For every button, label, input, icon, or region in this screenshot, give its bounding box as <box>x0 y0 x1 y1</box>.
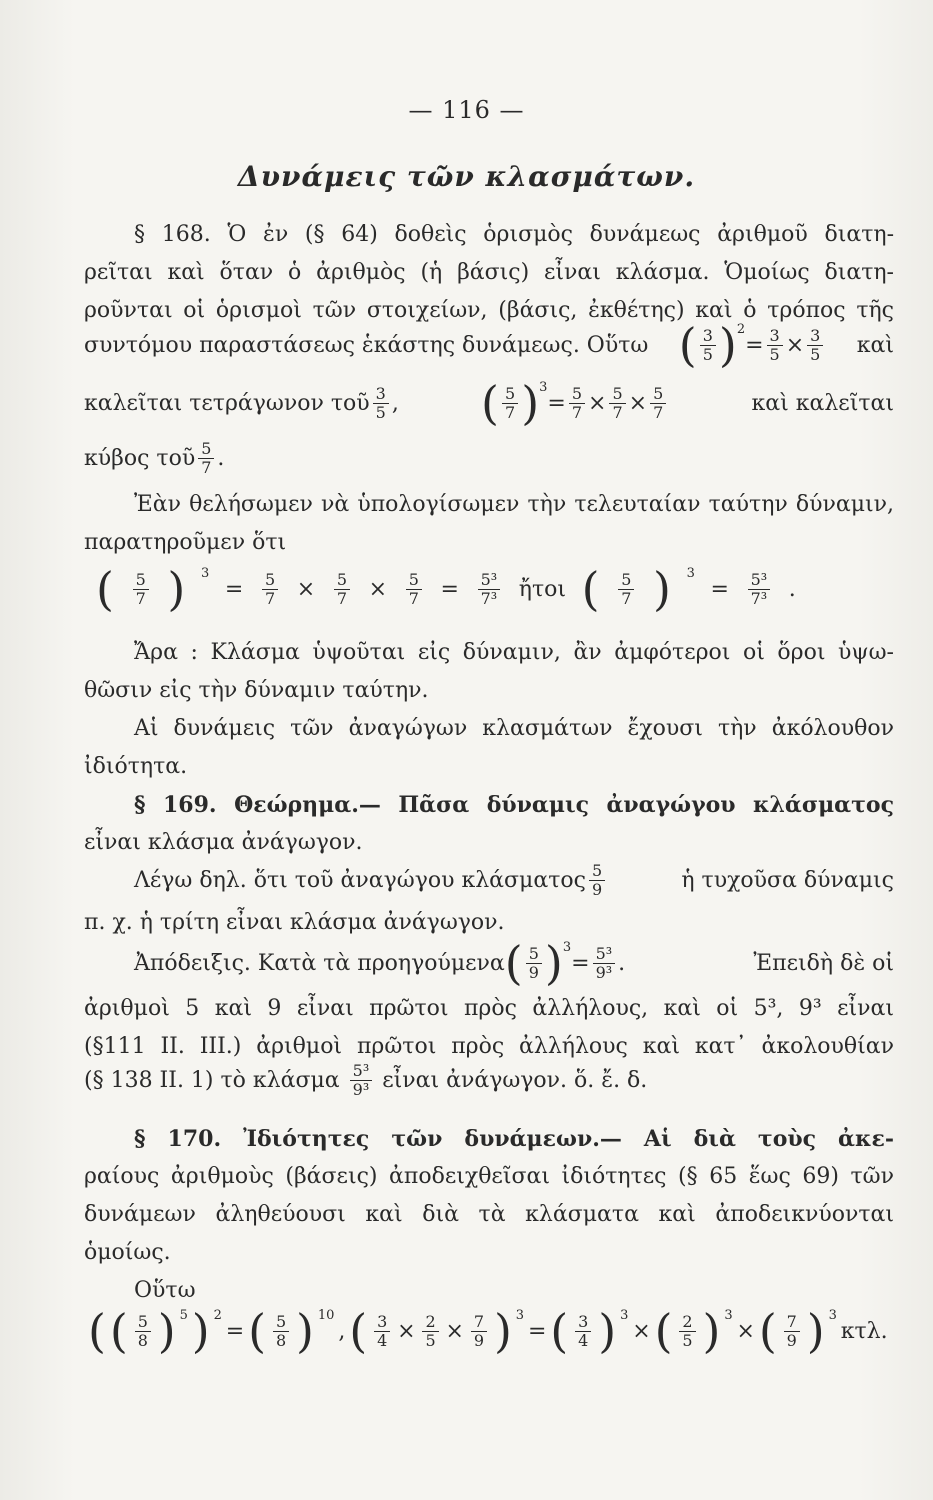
section-title: Δυνάμεις τῶν κλασμάτων. <box>237 160 696 193</box>
paragraph-line-13: ἰδιότητα. <box>84 754 188 779</box>
paragraph-line-7: Ἐὰν θελήσωμεν νὰ ὑπολογίσωμεν τὴν τελευταίαν ταύτην δύναμιν, <box>134 492 894 517</box>
rule-line-2: θῶσιν εἰς τὴν δύναμιν ταύτην. <box>84 678 429 703</box>
section-170-line-4: ὁμοίως. <box>84 1240 171 1265</box>
line-19: ἀριθμοὶ 5 καὶ 9 εἶναι πρῶτοι πρὸς ἀλλήλους, καὶ οἱ 5³, 9³ εἶναι <box>84 996 894 1021</box>
fraction: $\frac{3}{5}$ <box>373 385 389 422</box>
fraction: $\frac{5}{7}$ <box>609 385 625 422</box>
section-170-line-1: § 170. Ἰδιότητες τῶν δυνάμεων.— Αἱ διὰ τοὺς ἀκε- <box>134 1126 894 1152</box>
outo-line: Οὕτω <box>134 1278 196 1303</box>
fraction: $\frac{5}{7}$ <box>198 440 214 477</box>
fraction: $\frac{3}{5}$ <box>700 327 716 364</box>
paragraph-line-12: Αἱ δυνάμεις τῶν ἀναγώγων κλασμάτων ἔχουσι τὴν ἀκόλουθον <box>134 716 894 741</box>
paragraph-168-line-3: ροῦνται οἱ ὁρισμοὶ τῶν στοιχείων, (βάσις, ἐκθέτης) καὶ ὁ τρόπος τῆς <box>84 298 894 323</box>
fraction: $\frac{5}{7}$ <box>569 385 585 422</box>
line-5-text: καλεῖται τετράγωνον τοῦ <box>84 390 370 416</box>
line-5-end: καὶ καλεῖται <box>751 390 894 416</box>
paragraph-168-line-1: § 168. Ὁ ἐν (§ 64) δοθεὶς ὁρισμὸς δυνάμεως ἀριθμοῦ διατη- <box>134 222 894 247</box>
line-21: (§ 138 ΙΙ. 1) τὸ κλάσμα $\frac{\text{5³}}{\text{9³}}$ εἶναι ἀνάγωγον. ὅ. ἔ. δ. <box>84 1061 648 1099</box>
rule-line-1: Ἄρα : Κλάσμα ὑψοῦται εἰς δύναμιν, ἂν ἀμφότεροι οἱ ὅροι ὑψω- <box>134 640 894 665</box>
etoi-word: ἤτοι <box>518 576 567 602</box>
display-equation-2: ( ( $\frac{5}{8}$ ) 5 ) 2 = ( $\frac{5}{8}$ ) 10 , ( $\frac{3}{4}$ × $\frac{2}{5}$ × $\frac{7}{9}$ ) 3 = ( $\frac{3}{4}$ ) 3 × ( $\frac{2}{5}$ ) 3 × ( $\frac{7}{9}$ ) 3 κτλ. <box>88 1304 888 1358</box>
line-6: κύβος τοῦ $\frac{5}{7}$ . <box>84 439 225 477</box>
fraction: $\frac{5}{7}$ <box>502 385 518 422</box>
paragraph-168-line-2: ρεῖται καὶ ὅταν ὁ ἀριθμὸς (ἡ βάσις) εἶναι κλάσμα. Ὁμοίως διατη- <box>84 260 894 285</box>
line-4 <box>84 318 894 372</box>
section-170-line-3: δυνάμεων ἀληθεύουσι καὶ διὰ τὰ κλάσματα καὶ ἀποδεικνύονται <box>84 1202 894 1227</box>
page-number: — 116 — <box>408 96 525 124</box>
line-20: (§111 ΙΙ. ΙΙΙ.) ἀριθμοὶ πρῶτοι πρὸς ἀλλήλους καὶ κατ᾿ ἀκολουθίαν <box>84 1034 894 1059</box>
theorem-169-line-1: § 169. Θεώρημα.— Πᾶσα δύναμις ἀναγώγου κλάσματος <box>134 792 894 818</box>
square-equation: ( $\frac{3}{5}$ ) 2 = $\frac{3}{5}$ × $\frac{3}{5}$ <box>679 322 827 368</box>
line-4-end: καὶ <box>856 332 894 358</box>
paragraph-line-8: παρατηροῦμεν ὅτι <box>84 530 287 555</box>
theorem-169-line-2: εἶναι κλάσμα ἀνάγωγον. <box>84 830 363 855</box>
fraction: $\frac{3}{5}$ <box>767 327 783 364</box>
line-5: καλεῖται τετράγωνον τοῦ $\frac{3}{5}$ , ( $\frac{5}{7}$ ) 3 = $\frac{5}{7}$ × $\frac{5}{7}$ × $\frac{5}{7}$ καὶ καλεῖται <box>84 376 894 430</box>
proof-line: Ἀπόδειξις. Κατὰ τὰ προηγούμενα ( $\frac{5}{9}$ ) 3 = $\frac{\text{5³}}{\text{9³}}$ . Ἐπειδὴ δὲ οἱ <box>134 936 894 990</box>
line-4-text: συντόμου παραστάσεως ἑκάστης δυνάμεως. Οὕτω <box>84 332 649 358</box>
line-17: π. χ. ἡ τρίτη εἶναι κλάσμα ἀνάγωγον. <box>84 910 505 935</box>
line-16: Λέγω δηλ. ὅτι τοῦ ἀναγώγου κλάσματος $\frac{5}{9}$ ἡ τυχοῦσα δύναμις <box>134 861 894 899</box>
fraction: $\frac{5}{7}$ <box>650 385 666 422</box>
display-equation-1: ( $\frac{5}{7}$ ) 3 = $\frac{5}{7}$ × $\frac{5}{7}$ × $\frac{5}{7}$ = $\frac{\text{5³}}{\text{7³}}$ ἤτοι ( $\frac{5}{7}$ ) 3 = $\frac{\text{5³}}{\text{7³}}$ . <box>96 562 796 616</box>
fraction: $\frac{3}{5}$ <box>807 327 823 364</box>
cube-equation: ( $\frac{5}{7}$ ) 3 = $\frac{5}{7}$ × $\frac{5}{7}$ × $\frac{5}{7}$ <box>481 380 669 426</box>
section-170-line-2: ραίους ἀριθμοὺς (βάσεις) ἀποδειχθεῖσαι ἰδιότητες (§ 65 ἕως 69) τῶν <box>84 1164 894 1189</box>
